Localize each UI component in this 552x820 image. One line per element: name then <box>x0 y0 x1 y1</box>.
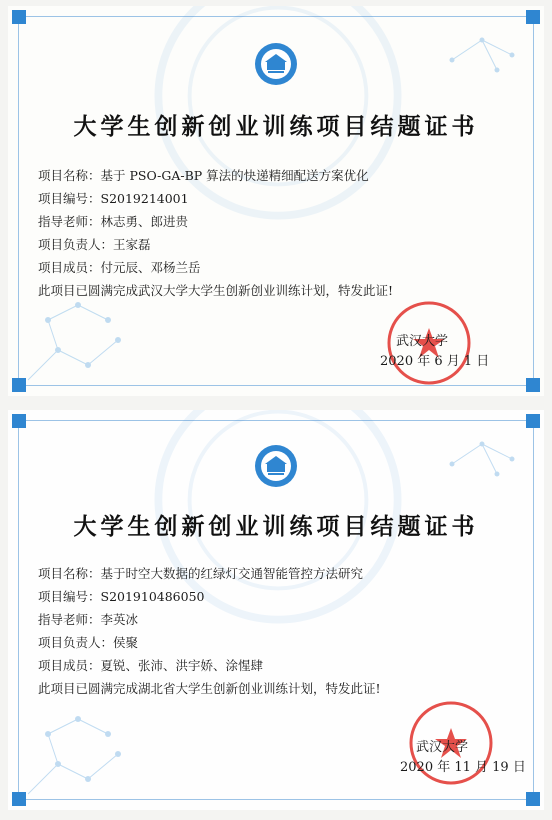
certificate-fields <box>38 562 514 700</box>
project-id: 项目编号：S201910486050 <box>38 589 205 604</box>
project-leader: 项目负责人：侯聚 <box>38 635 139 650</box>
completion-statement: 此项目已圆满完成武汉大学大学生创新创业训练计划，特发此证! <box>38 283 394 298</box>
issue-date: 2020 年 6 月 1 日 <box>380 354 490 369</box>
network-decoration <box>442 20 532 80</box>
corner-ornament <box>12 414 26 428</box>
certificate-title: 大学生创新创业训练项目结题证书 <box>73 113 479 140</box>
certificate-2 <box>8 410 544 810</box>
network-decoration <box>442 424 532 484</box>
university-logo-icon <box>254 42 298 86</box>
corner-ornament <box>526 378 540 392</box>
advisors: 指导老师：李英冰 <box>38 612 139 627</box>
university-logo-icon <box>254 444 298 488</box>
project-members: 项目成员：夏锐、张沛、洪宇娇、涂惺肆 <box>38 658 264 673</box>
certificate-1 <box>8 6 544 396</box>
completion-statement: 此项目已圆满完成湖北省大学生创新创业训练计划，特发此证! <box>38 681 381 696</box>
certificate-title: 大学生创新创业训练项目结题证书 <box>73 513 479 540</box>
issue-date: 2020 年 11 月 19 日 <box>400 760 526 775</box>
corner-ornament <box>526 792 540 806</box>
corner-ornament <box>12 10 26 24</box>
project-name: 项目名称：基于时空大数据的红绿灯交通智能管控方法研究 <box>38 566 364 581</box>
project-id: 项目编号：S2019214001 <box>38 191 189 206</box>
issuer-name: 武汉大学 <box>416 740 469 755</box>
advisors: 指导老师：林志勇、郎进贵 <box>38 214 189 229</box>
project-leader: 项目负责人：王家磊 <box>38 237 151 252</box>
project-name: 项目名称：基于 PSO-GA-BP 算法的快递精细配送方案优化 <box>38 168 369 183</box>
project-members: 项目成员：付元辰、邓杨兰岳 <box>38 260 201 275</box>
certificate-fields <box>38 164 514 302</box>
issuer-name: 武汉大学 <box>396 334 449 349</box>
